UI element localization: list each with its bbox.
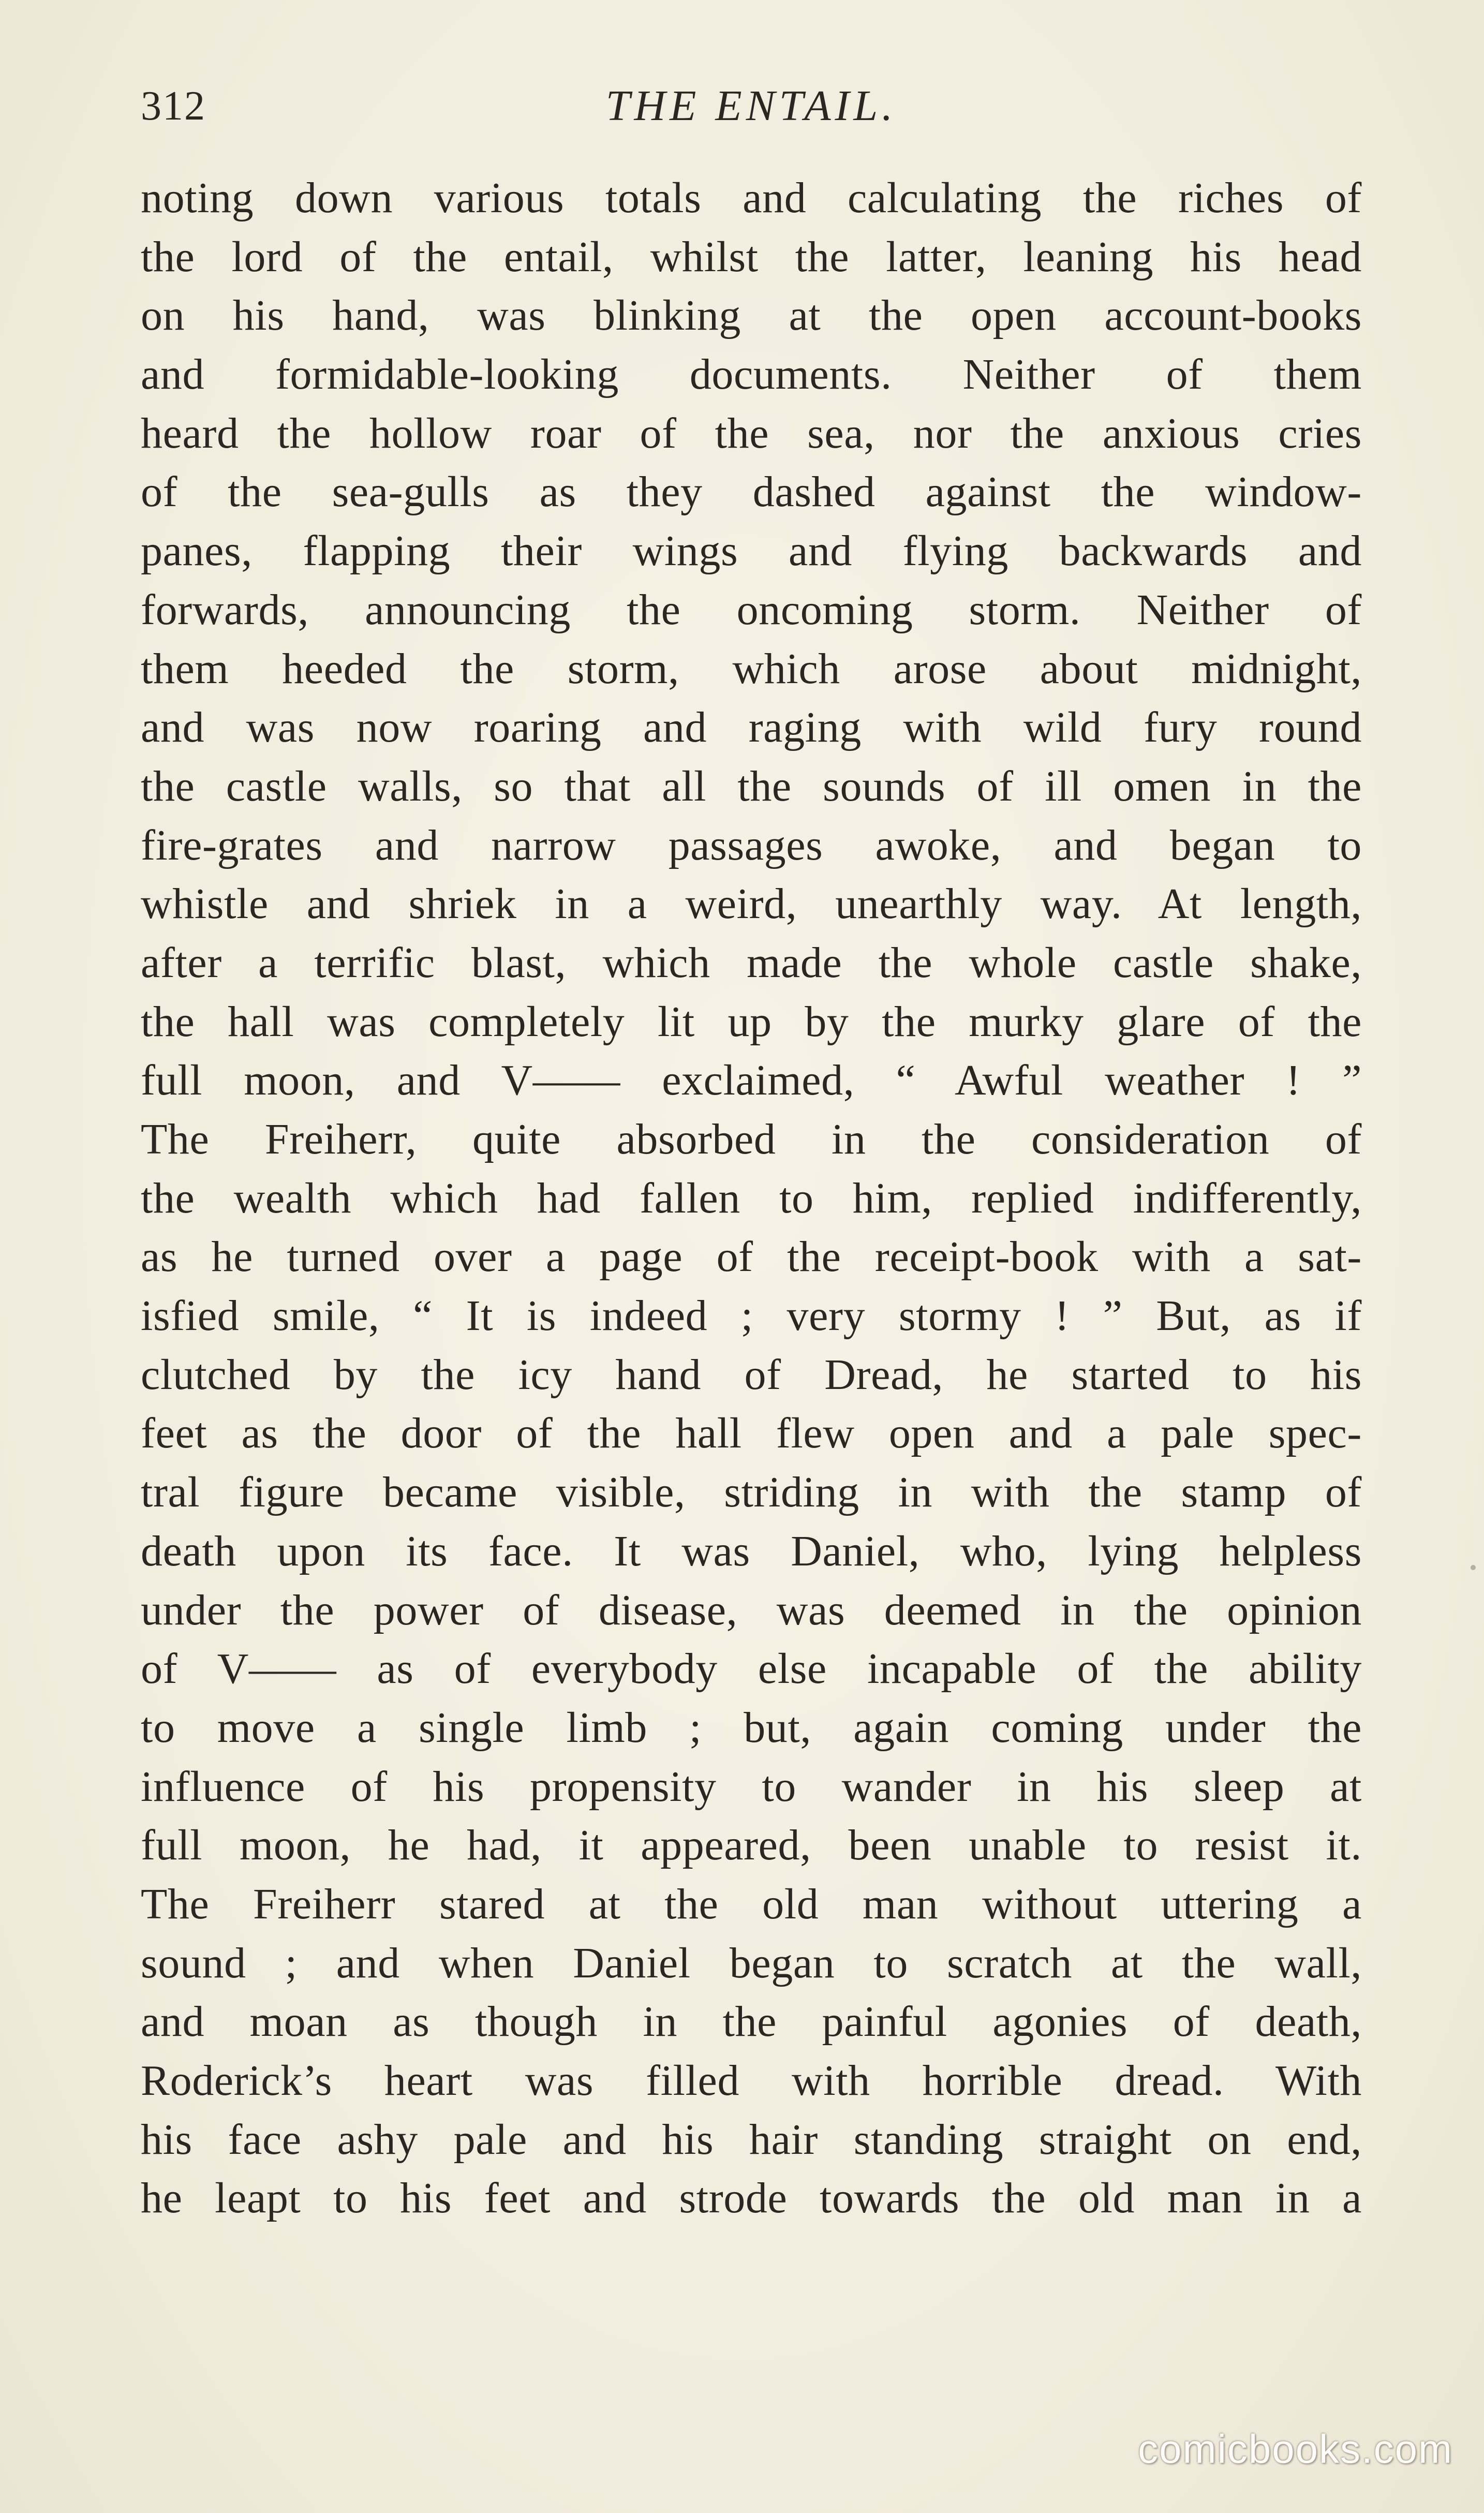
- text-line: noting down various totals and calculating the riches of: [141, 174, 1362, 222]
- text-line: the castle walls, so that all the sounds of ill omen in the: [141, 762, 1362, 810]
- text-line: tral figure became visible, striding in with the stamp of: [141, 1468, 1362, 1517]
- text-line: whistle and shriek in a weird, unearthly way. At length,: [141, 880, 1362, 928]
- text-line: on his hand, was blinking at the open account-books: [141, 291, 1362, 340]
- text-line: sound ; and when Daniel began to scratch at the wall,: [141, 1939, 1362, 1987]
- text-line: them heeded the storm, which arose about midnight,: [141, 644, 1362, 693]
- running-title: THE ENTAIL.: [605, 82, 897, 130]
- body-text: [141, 169, 1362, 2228]
- text-line: the hall was completely lit up by the murky glare of the: [141, 997, 1362, 1046]
- text-line: The Freiherr, quite absorbed in the consideration of: [141, 1115, 1362, 1163]
- text-line: The Freiherr stared at the old man without uttering a: [141, 1880, 1362, 1928]
- text-line: panes, flapping their wings and flying backwards and: [141, 527, 1362, 575]
- paper-speck: [1471, 1565, 1476, 1570]
- text-line: forwards, announcing the oncoming storm. Neither of: [141, 585, 1362, 634]
- text-line: feet as the door of the hall flew open and a pale spec-: [141, 1409, 1362, 1458]
- text-line: full moon, he had, it appeared, been unable to resist it.: [141, 1821, 1362, 1870]
- page-number: 312: [141, 83, 206, 129]
- text-line: Roderick’s heart was filled with horrible dread. With: [141, 2057, 1362, 2105]
- text-line: as he turned over a page of the receipt-book with a sat-: [141, 1233, 1362, 1281]
- text-line: the lord of the entail, whilst the latter, leaning his head: [141, 232, 1362, 281]
- text-line: the wealth which had fallen to him, replied indifferently,: [141, 1174, 1362, 1222]
- text-line: and was now roaring and raging with wild fury round: [141, 703, 1362, 752]
- text-line: heard the hollow roar of the sea, nor the anxious cries: [141, 409, 1362, 457]
- running-head: [141, 78, 1362, 135]
- text-line: and formidable-looking documents. Neither of them: [141, 350, 1362, 399]
- text-line: his face ashy pale and his hair standing straight on end,: [141, 2115, 1362, 2164]
- text-line: isfied smile, “ It is indeed ; very stormy ! ” But, as if: [141, 1292, 1362, 1340]
- text-line: of V—— as of everybody else incapable of the ability: [141, 1645, 1362, 1693]
- text-line: influence of his propensity to wander in his sleep at: [141, 1762, 1362, 1811]
- text-line: after a terrific blast, which made the whole castle shake,: [141, 938, 1362, 987]
- text-line: fire-grates and narrow passages awoke, and began to: [141, 821, 1362, 869]
- text-line: to move a single limb ; but, again coming under the: [141, 1703, 1362, 1752]
- text-line: and moan as though in the painful agonies of death,: [141, 1998, 1362, 2046]
- text-line: clutched by the icy hand of Dread, he started to his: [141, 1350, 1362, 1399]
- text-line: under the power of disease, was deemed in the opinion: [141, 1586, 1362, 1634]
- text-line: of the sea-gulls as they dashed against the window-: [141, 468, 1362, 516]
- text-line: he leapt to his feet and strode towards the old man in a: [141, 2174, 1362, 2223]
- text-line: death upon its face. It was Daniel, who, lying helpless: [141, 1527, 1362, 1575]
- text-line: full moon, and V—— exclaimed, “ Awful weather ! ”: [141, 1056, 1362, 1105]
- watermark: comicbooks.com: [1138, 2426, 1453, 2472]
